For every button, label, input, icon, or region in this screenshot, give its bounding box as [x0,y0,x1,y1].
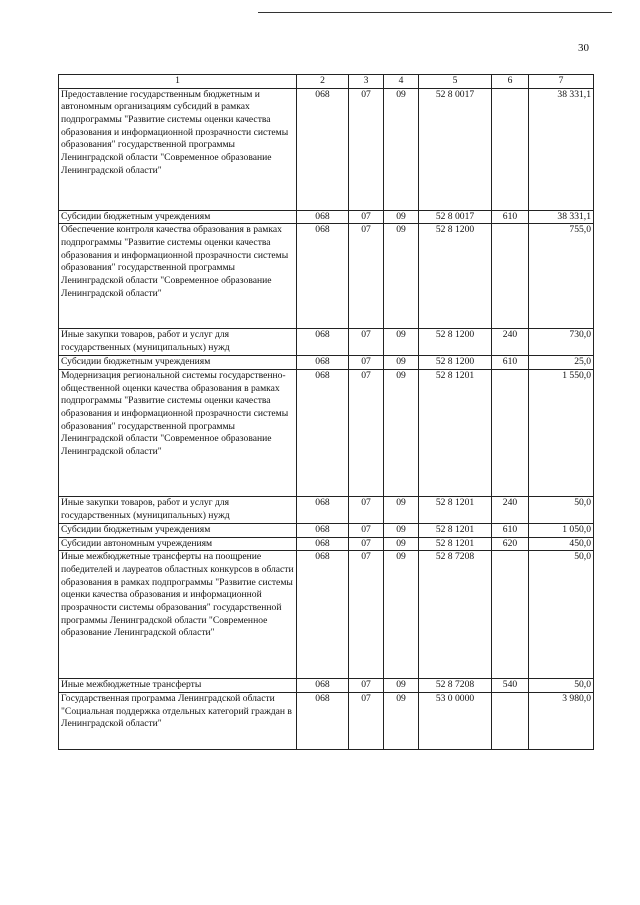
cell-expense-type: 610 [492,210,529,224]
cell-admin-code: 068 [297,329,349,356]
row-name: Иные закупки товаров, работ и услуг для государственных (муниципальных) нужд [59,329,297,356]
cell-expense-type: 620 [492,537,529,551]
cell-admin-code: 068 [297,210,349,224]
cell-expense-type: 610 [492,523,529,537]
cell-subsection: 09 [384,329,419,356]
row-name: Обеспечение контроля качества образования в рамках подпрограммы "Развитие системы оценки качества образования и информационной прозрачности системы образования" государственной программы Ленинградской области "Современное образование Ленинградской области" [59,224,297,329]
cell-admin-code: 068 [297,537,349,551]
cell-target-code: 52 8 1200 [419,224,492,329]
cell-admin-code: 068 [297,551,349,679]
table-row [59,210,594,224]
cell-expense-type: 610 [492,356,529,370]
cell-amount: 3 980,0 [529,692,594,749]
cell-expense-type [492,692,529,749]
cell-expense-type [492,551,529,679]
table-row [59,329,594,356]
cell-amount: 50,0 [529,551,594,679]
cell-admin-code: 068 [297,679,349,693]
cell-target-code: 52 8 7208 [419,679,492,693]
cell-subsection: 09 [384,551,419,679]
cell-section: 07 [349,88,384,210]
table-row [59,356,594,370]
cell-subsection: 09 [384,224,419,329]
top-rule [258,12,612,13]
budget-table [58,74,594,750]
row-name: Государственная программа Ленинградской области "Социальная поддержка отдельных категорий граждан в Ленинградской области" [59,692,297,749]
header-row [59,75,594,89]
cell-target-code: 52 8 1200 [419,329,492,356]
cell-subsection: 09 [384,210,419,224]
cell-expense-type [492,88,529,210]
cell-section: 07 [349,210,384,224]
column-header: 3 [349,75,384,89]
cell-admin-code: 068 [297,356,349,370]
table-row [59,551,594,679]
column-header: 1 [59,75,297,89]
cell-target-code: 53 0 0000 [419,692,492,749]
cell-subsection: 09 [384,523,419,537]
table-row [59,692,594,749]
cell-amount: 1 050,0 [529,523,594,537]
table-row [59,679,594,693]
cell-amount: 50,0 [529,679,594,693]
cell-subsection: 09 [384,537,419,551]
cell-section: 07 [349,224,384,329]
cell-amount: 755,0 [529,224,594,329]
cell-expense-type: 240 [492,329,529,356]
row-name: Иные закупки товаров, работ и услуг для государственных (муниципальных) нужд [59,496,297,523]
cell-expense-type [492,224,529,329]
cell-subsection: 09 [384,692,419,749]
cell-amount: 1 550,0 [529,369,594,496]
cell-target-code: 52 8 0017 [419,88,492,210]
table-body [59,75,594,750]
cell-subsection: 09 [384,679,419,693]
cell-target-code: 52 8 1201 [419,496,492,523]
cell-admin-code: 068 [297,523,349,537]
cell-admin-code: 068 [297,496,349,523]
column-header: 7 [529,75,594,89]
cell-section: 07 [349,496,384,523]
cell-subsection: 09 [384,88,419,210]
column-header: 5 [419,75,492,89]
cell-admin-code: 068 [297,369,349,496]
cell-section: 07 [349,329,384,356]
cell-target-code: 52 8 1200 [419,356,492,370]
cell-target-code: 52 8 0017 [419,210,492,224]
page-number: 30 [578,42,589,54]
table-row [59,369,594,496]
cell-section: 07 [349,356,384,370]
column-header: 2 [297,75,349,89]
cell-amount: 25,0 [529,356,594,370]
table-row [59,537,594,551]
row-name: Иные межбюджетные трансферты [59,679,297,693]
table-row [59,224,594,329]
cell-subsection: 09 [384,496,419,523]
cell-expense-type: 240 [492,496,529,523]
cell-amount: 450,0 [529,537,594,551]
cell-expense-type [492,369,529,496]
row-name: Субсидии бюджетным учреждениям [59,210,297,224]
cell-section: 07 [349,537,384,551]
cell-admin-code: 068 [297,224,349,329]
cell-amount: 38 331,1 [529,210,594,224]
cell-expense-type: 540 [492,679,529,693]
cell-target-code: 52 8 7208 [419,551,492,679]
cell-amount: 730,0 [529,329,594,356]
cell-amount: 50,0 [529,496,594,523]
table-row [59,88,594,210]
cell-admin-code: 068 [297,692,349,749]
column-header: 6 [492,75,529,89]
cell-section: 07 [349,679,384,693]
table-row [59,496,594,523]
row-name: Предоставление государственным бюджетным и автономным организациям субсидий в рамках подпрограммы "Развитие системы оценки качества образования и информационной прозрачности системы образования" государственной программы Ленинградской области "Современное образование Ленинградской области" [59,88,297,210]
cell-target-code: 52 8 1201 [419,523,492,537]
row-name: Иные межбюджетные трансферты на поощрение победителей и лауреатов областных конкурсов в области образования в рамках подпрограммы "Развитие системы оценки качества образования и информационной прозрачности системы образования" государственной программы Ленинградской области "Современное образование Ленинградской области" [59,551,297,679]
row-name: Субсидии бюджетным учреждениям [59,523,297,537]
cell-target-code: 52 8 1201 [419,369,492,496]
row-name: Субсидии бюджетным учреждениям [59,356,297,370]
cell-amount: 38 331,1 [529,88,594,210]
cell-section: 07 [349,523,384,537]
cell-section: 07 [349,692,384,749]
row-name: Модернизация региональной системы государственно-общественной оценки качества образования в рамках подпрограммы "Развитие системы оценки качества образования и информационной прозрачности системы образования" государственной программы Ленинградской области "Современное образование Ленинградской области" [59,369,297,496]
cell-section: 07 [349,551,384,679]
table-row [59,523,594,537]
cell-section: 07 [349,369,384,496]
column-header: 4 [384,75,419,89]
cell-subsection: 09 [384,369,419,496]
cell-admin-code: 068 [297,88,349,210]
row-name: Субсидии автономным учреждениям [59,537,297,551]
cell-target-code: 52 8 1201 [419,537,492,551]
cell-subsection: 09 [384,356,419,370]
